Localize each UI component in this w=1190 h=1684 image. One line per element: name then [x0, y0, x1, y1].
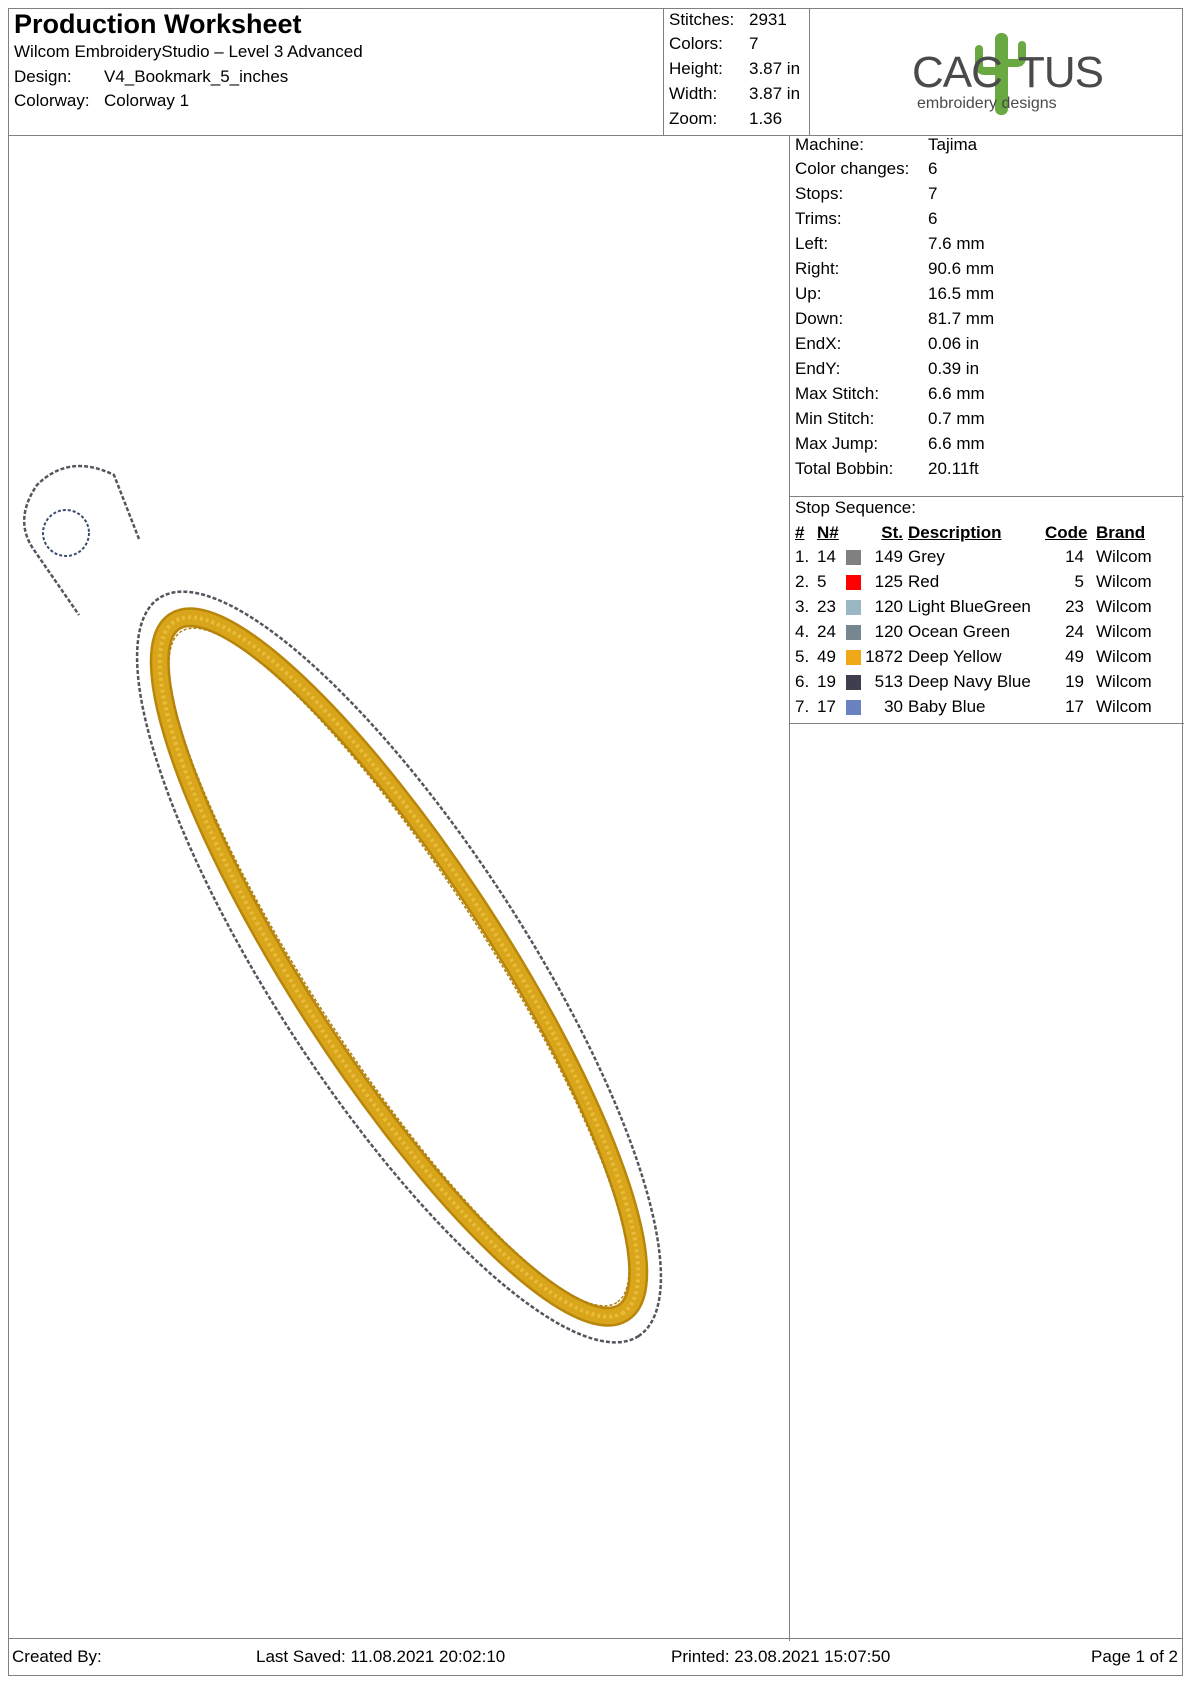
info-value: 0.39 in [928, 359, 980, 378]
col-brand: Brand [1096, 523, 1146, 542]
info-label: Right: [795, 259, 840, 278]
stat-value: 1.36 [749, 109, 783, 128]
row-code: 49 [1065, 647, 1084, 666]
design-value: V4_Bookmark_5_inches [104, 67, 289, 86]
info-row [795, 284, 994, 304]
info-label: Up: [795, 284, 822, 303]
logo-subtitle: embroidery designs [917, 95, 1057, 112]
worksheet [8, 8, 1183, 1676]
row-num: 1. [795, 547, 810, 566]
info-label: Max Stitch: [795, 384, 880, 403]
info-row [795, 359, 979, 379]
info-value: 0.7 mm [928, 409, 985, 428]
divider [790, 496, 1184, 497]
info-row [795, 409, 985, 429]
row-stitches: 1872 [865, 647, 903, 666]
divider [790, 723, 1184, 724]
inner-runstitch [107, 584, 690, 1351]
col-desc: Description [908, 523, 1002, 542]
info-row [795, 334, 979, 354]
stat-value: 2931 [749, 10, 787, 29]
row-thread-number: 23 [817, 597, 836, 616]
colorway-value: Colorway 1 [104, 91, 190, 110]
info-label: Stops: [795, 184, 844, 203]
info-label: Left: [795, 234, 829, 253]
color-swatch [846, 625, 861, 640]
colorway-row [14, 91, 189, 111]
software-name: Wilcom EmbroideryStudio – Level 3 Advanced [14, 42, 363, 61]
design-stats [663, 9, 810, 135]
row-stitches: 120 [874, 622, 903, 641]
info-value: 7 [928, 184, 938, 203]
stat-label: Width: [669, 84, 718, 103]
header [9, 9, 1182, 136]
row-num: 6. [795, 672, 810, 691]
stat-stitches [669, 10, 787, 30]
row-brand: Wilcom [1096, 672, 1152, 691]
color-swatch [846, 650, 861, 665]
row-stitches: 120 [874, 597, 903, 616]
row-num: 7. [795, 697, 810, 716]
info-label: EndY: [795, 359, 841, 378]
footer [9, 1638, 1182, 1675]
info-row [795, 234, 985, 254]
row-description: Deep Navy Blue [908, 672, 1031, 691]
row-brand: Wilcom [1096, 597, 1152, 616]
info-row [795, 135, 977, 155]
row-brand: Wilcom [1096, 622, 1152, 641]
row-thread-number: 24 [817, 622, 836, 641]
col-num: # [795, 523, 805, 542]
row-thread-number: 49 [817, 647, 836, 666]
stat-label: Zoom: [669, 109, 718, 128]
stat-label: Stitches: [669, 10, 735, 29]
row-thread-number: 19 [817, 672, 836, 691]
info-label: Machine: [795, 135, 864, 154]
row-stitches: 30 [884, 697, 903, 716]
info-value: 90.6 mm [928, 259, 995, 278]
colorway-label: Colorway: [14, 91, 90, 110]
info-label: EndX: [795, 334, 842, 353]
row-stitches: 513 [874, 672, 903, 691]
info-value: 6.6 mm [928, 434, 985, 453]
color-swatch [846, 700, 861, 715]
info-value: 6.6 mm [928, 384, 985, 403]
row-num: 3. [795, 597, 810, 616]
info-label: Color changes: [795, 159, 910, 178]
stat-label: Colors: [669, 34, 723, 53]
row-description: Red [908, 572, 940, 591]
bookmark-tab [24, 466, 139, 615]
col-code: Code [1045, 523, 1088, 542]
satin-highlight [92, 568, 707, 1367]
info-row [795, 184, 937, 204]
info-value: 0.06 in [928, 334, 980, 353]
info-row [795, 209, 937, 229]
info-row [795, 434, 985, 454]
created-by: Created By: [12, 1647, 102, 1666]
info-label: Total Bobbin: [795, 459, 894, 478]
info-value: 16.5 mm [928, 284, 995, 303]
info-row [795, 459, 979, 479]
stat-height [669, 59, 800, 79]
design-label: Design: [14, 67, 72, 86]
info-value: 20.11ft [928, 459, 979, 478]
row-thread-number: 5 [817, 572, 827, 591]
info-value: 81.7 mm [928, 309, 995, 328]
row-stitches: 125 [874, 572, 903, 591]
row-brand: Wilcom [1096, 647, 1152, 666]
last-saved: Last Saved: 11.08.2021 20:02:10 [256, 1647, 506, 1666]
row-description: Light BlueGreen [908, 597, 1031, 616]
row-description: Grey [908, 547, 945, 566]
printed-date: Printed: 23.08.2021 15:07:50 [671, 1647, 891, 1666]
row-code: 23 [1065, 597, 1084, 616]
page-title: Production Worksheet [14, 9, 302, 39]
info-label: Max Jump: [795, 434, 879, 453]
color-swatch [846, 550, 861, 565]
stat-value: 7 [749, 34, 759, 53]
info-label: Trims: [795, 209, 842, 228]
row-num: 5. [795, 647, 810, 666]
stat-value: 3.87 in [749, 59, 801, 78]
logo-text-right: TUS [1018, 48, 1103, 97]
color-swatch [846, 675, 861, 690]
info-row [795, 309, 994, 329]
row-description: Ocean Green [908, 622, 1011, 641]
row-brand: Wilcom [1096, 547, 1152, 566]
stat-label: Height: [669, 59, 723, 78]
stop-sequence-heading: Stop Sequence: [795, 498, 916, 517]
hang-hole-icon [43, 510, 89, 556]
cactus-logo [809, 9, 1184, 135]
row-description: Baby Blue [908, 697, 986, 716]
info-value: Tajima [928, 135, 978, 154]
row-brand: Wilcom [1096, 697, 1152, 716]
stat-zoom [669, 109, 782, 129]
color-swatch [846, 575, 861, 590]
design-row [14, 67, 288, 87]
stat-value: 3.87 in [749, 84, 801, 103]
row-stitches: 149 [874, 547, 903, 566]
page-number: Page 1 of 2 [1091, 1647, 1178, 1666]
info-row [795, 384, 985, 404]
info-label: Down: [795, 309, 844, 328]
row-thread-number: 17 [817, 697, 836, 716]
info-row [795, 159, 937, 179]
row-num: 4. [795, 622, 810, 641]
info-value: 6 [928, 209, 938, 228]
row-code: 24 [1065, 622, 1084, 641]
info-value: 6 [928, 159, 938, 178]
row-code: 17 [1065, 697, 1084, 716]
col-st: St. [881, 523, 903, 542]
row-code: 5 [1074, 572, 1084, 591]
info-row [795, 259, 994, 279]
row-brand: Wilcom [1096, 572, 1152, 591]
row-code: 14 [1065, 547, 1084, 566]
info-value: 7.6 mm [928, 234, 985, 253]
row-code: 19 [1065, 672, 1084, 691]
stat-colors [669, 34, 758, 54]
row-num: 2. [795, 572, 810, 591]
satin-border [92, 568, 707, 1367]
col-n: N# [817, 523, 839, 542]
design-preview [9, 135, 790, 1641]
info-label: Min Stitch: [795, 409, 875, 428]
satin-border-shadow [92, 568, 707, 1367]
logo-text-left: CAC [912, 48, 1002, 97]
color-swatch [846, 600, 861, 615]
row-description: Deep Yellow [908, 647, 1002, 666]
row-thread-number: 14 [817, 547, 836, 566]
stat-width [669, 84, 800, 104]
